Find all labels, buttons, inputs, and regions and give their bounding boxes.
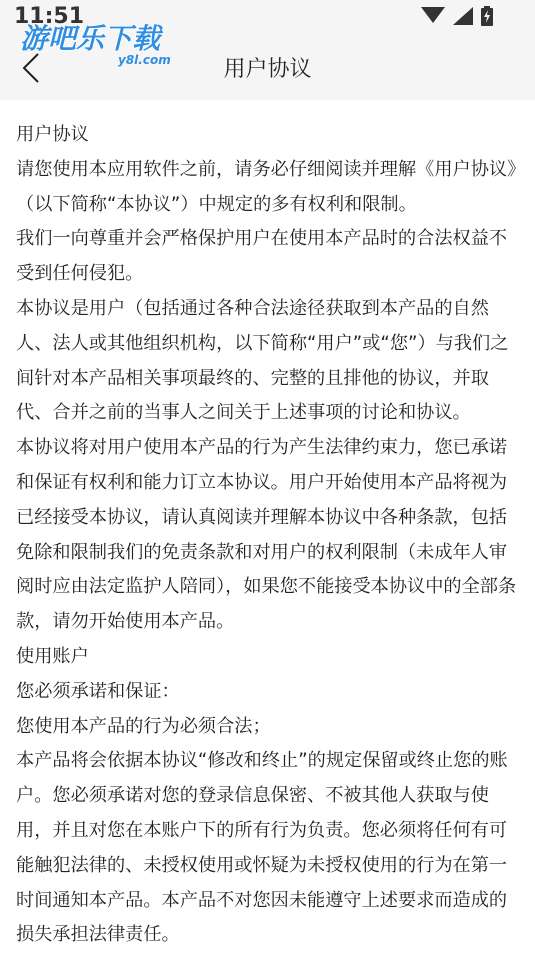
paragraph: 使用账户 <box>16 645 89 667</box>
battery-charging-icon <box>481 6 493 26</box>
agreement-content <box>16 118 521 953</box>
paragraph: 本协议将对用户使用本产品的行为产生法律约束力，您已承诺和保证有权利和能力订立本协议。用户开始使用本产品将视为已经接受本协议，请认真阅读并理解本协议中各种条款，包括免除和限制我们的免责条款和对用户的权利限制（未成年人审阅时应由法定监护人陪同），如果您不能接受本协议中的全部条款，请勿开始使用本产品。 <box>16 437 517 633</box>
paragraph: 请您使用本应用软件之前，请务必仔细阅读并理解《用户协议》（以下简称“本协议”）中规定的多有权利和限制。 <box>16 158 517 215</box>
wifi-icon <box>421 7 445 25</box>
app-header <box>0 0 535 100</box>
paragraph: 您使用本产品的行为必须合法； <box>16 715 271 737</box>
status-icons <box>421 6 493 26</box>
status-time: 11:51 <box>14 4 85 29</box>
watermark-text: 游吧乐下载 <box>20 22 161 55</box>
paragraph: 您必须承诺和保证： <box>16 680 180 702</box>
paragraph: 我们一向尊重并会严格保护用户在使用本产品时的合法权益不受到任何侵犯。 <box>16 228 508 285</box>
paragraph: 本产品将会依据本协议“修改和终止”的规定保留或终止您的账户。您必须承诺对您的登录信息保密、不被其他人获取与使用，并且对您在本账户下的所有行为负责。您必须将任何有可能触犯法律的、未授权使用或怀疑为未授权使用的行为在第一时间通知本产品。本产品不对您因未能遵守上述要求而造成的损失承担法律责任。 <box>16 750 508 946</box>
cellular-signal-icon <box>453 7 473 25</box>
page-title: 用户协议 <box>223 57 312 82</box>
paragraph: 用户协议 <box>16 124 89 145</box>
watermark-subtext: y8l.com <box>118 53 171 67</box>
paragraph: 本协议是用户（包括通过各种合法途径获取到本产品的自然人、法人或其他组织机构，以下简称“用户”或“您”）与我们之间针对本产品相关事项最终的、完整的且排他的协议，并取代、合并之前的当事人之间关于上述事项的讨论和协议。 <box>16 297 509 424</box>
